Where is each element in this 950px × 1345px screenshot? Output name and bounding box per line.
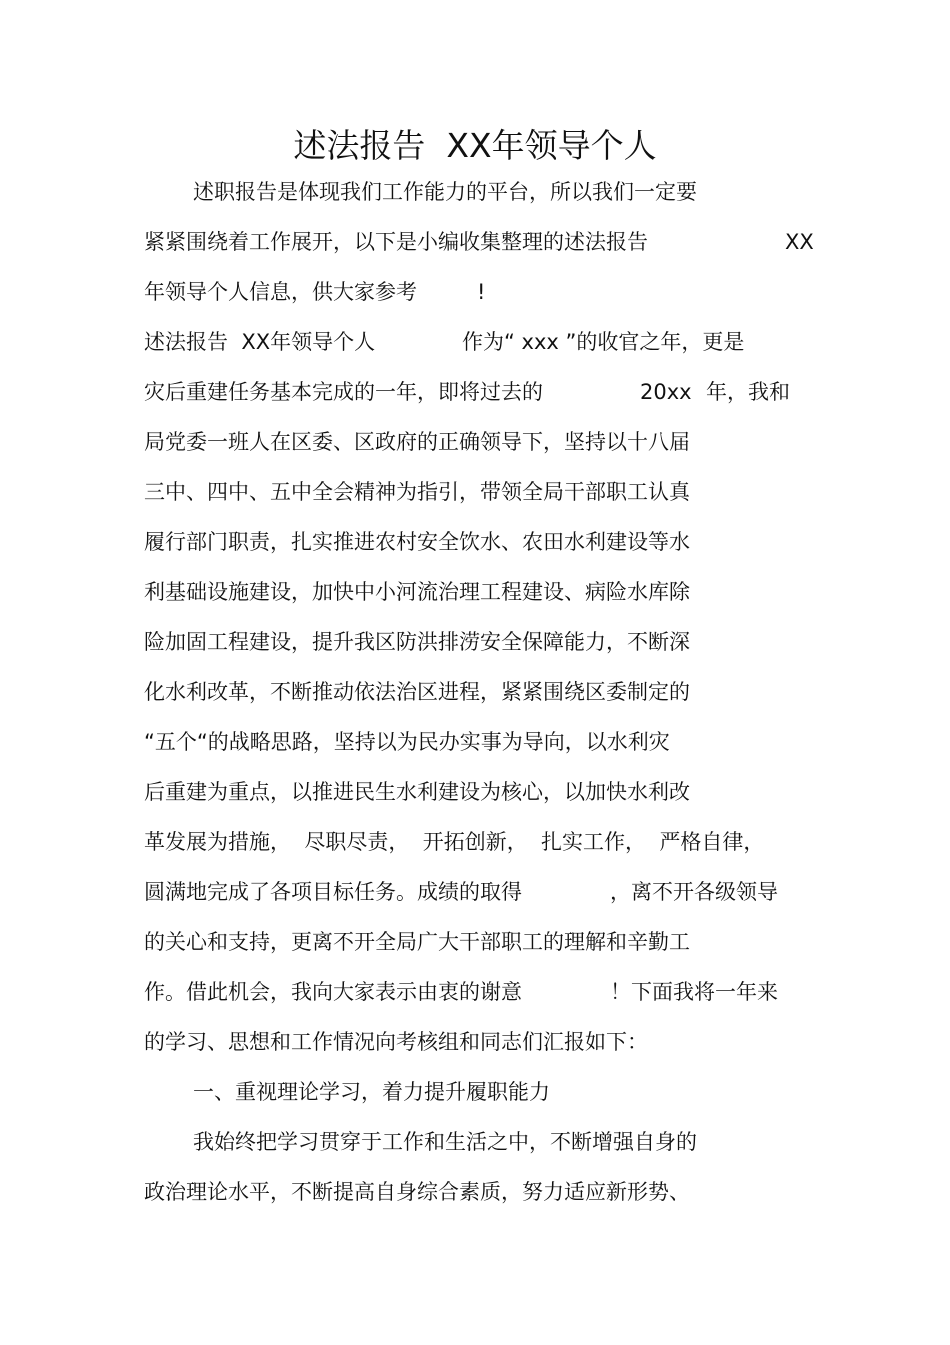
text-line: 述法报告 XX年领导个人 <box>144 330 376 354</box>
text-line: 我始终把学习贯穿于工作和生活之中，不断增强自身的 <box>193 1130 697 1154</box>
text-line: 险加固工程建设，提升我区防洪排涝安全保障能力，不断深 <box>144 630 690 654</box>
text-segment: 年，我和 <box>706 380 790 404</box>
document-title: 述法报告 XX年领导个人 <box>293 126 657 165</box>
text-segment: XX <box>785 230 814 254</box>
text-segment: ！下面我将一年来 <box>610 980 778 1004</box>
text-line: 紧紧围绕着工作展开，以下是小编收集整理的述法报告 <box>144 230 648 254</box>
text-segment: ! <box>477 280 486 304</box>
text-line: 履行部门职责，扎实推进农村安全饮水、农田水利建设等水 <box>144 530 690 554</box>
text-line: 化水利改革，不断推动依法治区进程，紧紧围绕区委制定的 <box>144 680 690 704</box>
text-line: 政治理论水平，不断提高自身综合素质，努力适应新形势、 <box>144 1180 690 1204</box>
text-line: 灾后重建任务基本完成的一年，即将过去的 <box>144 380 543 404</box>
text-line: 革发展为措施， 尽职尽责， 开拓创新， 扎实工作， 严格自律， <box>144 830 765 854</box>
text-line: 述职报告是体现我们工作能力的平台，所以我们一定要 <box>193 180 697 204</box>
text-line: 后重建为重点，以推进民生水利建设为核心，以加快水利改 <box>144 780 690 804</box>
text-line: 三中、四中、五中全会精神为指引，带领全局干部职工认真 <box>144 480 690 504</box>
text-segment: ，离不开各级领导 <box>610 880 778 904</box>
text-line: 圆满地完成了各项目标任务。成绩的取得 <box>144 880 522 904</box>
text-line: 的关心和支持，更离不开全局广大干部职工的理解和辛勤工 <box>144 930 690 954</box>
text-line: 年领导个人信息，供大家参考 <box>144 280 417 304</box>
text-line: 利基础设施建设，加快中小河流治理工程建设、病险水库除 <box>144 580 690 604</box>
text-line: “五个“的战略思路，坚持以为民办实事为导向，以水利灾 <box>144 730 670 754</box>
text-line: 局党委一班人在区委、区政府的正确领导下，坚持以十八届 <box>144 430 690 454</box>
text-segment: 作为“ xxx ”的收官之年，更是 <box>462 330 745 354</box>
text-segment: 20xx <box>640 380 692 404</box>
text-line: 作。借此机会，我向大家表示由衷的谢意 <box>144 980 522 1004</box>
section-heading: 一、重视理论学习，着力提升履职能力 <box>193 1080 550 1104</box>
text-line: 的学习、思想和工作情况向考核组和同志们汇报如下： <box>144 1030 648 1054</box>
